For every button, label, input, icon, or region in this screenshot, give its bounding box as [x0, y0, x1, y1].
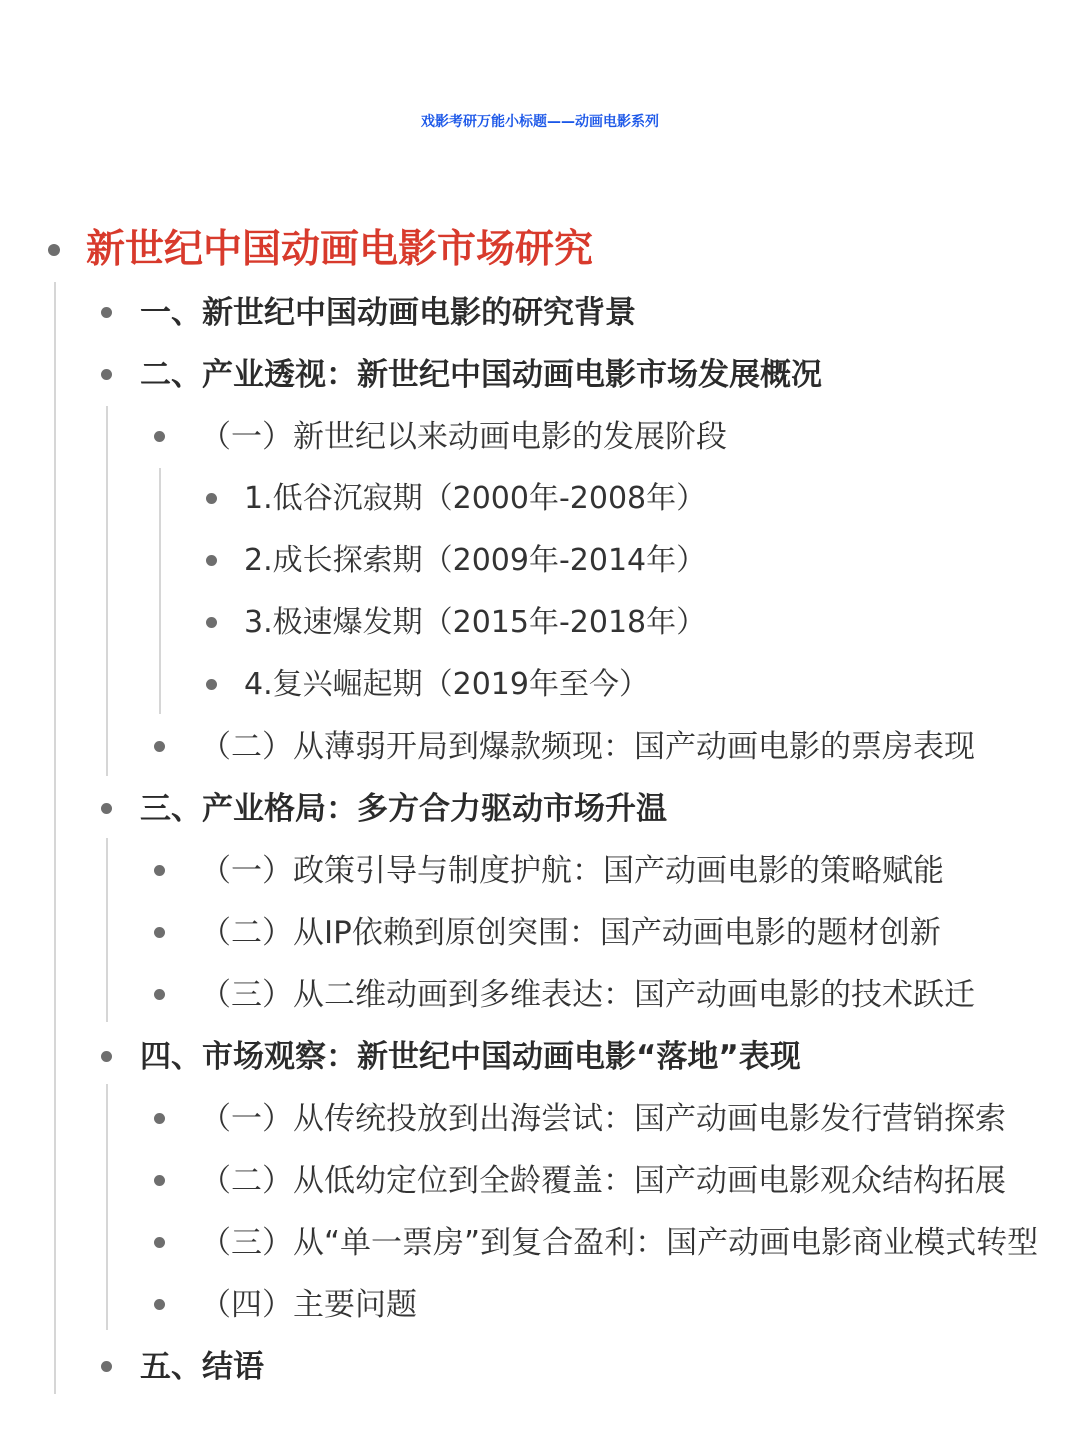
root-heading: 新世纪中国动画电影市场研究 — [86, 227, 594, 272]
bullet-dot — [101, 803, 112, 814]
bullet-dot — [154, 927, 165, 938]
subsection-heading: （二）从薄弱开局到爆款频现：国产动画电影的票房表现 — [200, 729, 975, 765]
guide-line-section-4 — [106, 1084, 108, 1330]
bullet-dot — [48, 244, 60, 256]
bullet-dot — [101, 369, 112, 380]
page-title: 戏影考研万能小标题——动画电影系列 — [421, 114, 659, 130]
guide-line-section-2 — [106, 406, 108, 776]
subsection-heading: （一）新世纪以来动画电影的发展阶段 — [200, 419, 727, 455]
bullet-dot — [101, 1051, 112, 1062]
subsection-heading: （三）从二维动画到多维表达：国产动画电影的技术跃迁 — [200, 977, 975, 1013]
guide-line-section-3 — [106, 838, 108, 1022]
bullet-dot — [154, 989, 165, 1000]
stage-item: 2.成长探索期（2009年-2014年） — [244, 543, 707, 578]
subsection-heading: （一）政策引导与制度护航：国产动画电影的策略赋能 — [200, 853, 944, 889]
section-heading: 二、产业透视：新世纪中国动画电影市场发展概况 — [140, 357, 822, 393]
bullet-dot — [206, 617, 217, 628]
bullet-dot — [154, 1299, 165, 1310]
section-heading: 四、市场观察：新世纪中国动画电影“落地”表现 — [140, 1039, 801, 1075]
bullet-dot — [206, 679, 217, 690]
guide-line-root — [54, 282, 56, 1394]
subsection-heading: （三）从“单一票房”到复合盈利：国产动画电影商业模式转型 — [200, 1225, 1039, 1261]
stage-item: 3.极速爆发期（2015年-2018年） — [244, 605, 707, 640]
section-heading: 一、新世纪中国动画电影的研究背景 — [140, 295, 636, 331]
bullet-dot — [101, 307, 112, 318]
section-heading: 五、结语 — [140, 1349, 264, 1385]
bullet-dot — [154, 1113, 165, 1124]
subsection-heading: （一）从传统投放到出海尝试：国产动画电影发行营销探索 — [200, 1101, 1006, 1137]
subsection-heading: （二）从IP依赖到原创突围：国产动画电影的题材创新 — [200, 915, 941, 951]
bullet-dot — [154, 865, 165, 876]
bullet-dot — [154, 741, 165, 752]
bullet-dot — [206, 493, 217, 504]
guide-line-subsection-2-1 — [159, 468, 161, 714]
section-heading: 三、产业格局：多方合力驱动市场升温 — [140, 791, 667, 827]
bullet-dot — [101, 1361, 112, 1372]
stage-item: 1.低谷沉寂期（2000年-2008年） — [244, 481, 707, 516]
bullet-dot — [154, 431, 165, 442]
subsection-heading: （二）从低幼定位到全龄覆盖：国产动画电影观众结构拓展 — [200, 1163, 1006, 1199]
stage-item: 4.复兴崛起期（2019年至今） — [244, 667, 649, 702]
bullet-dot — [206, 555, 217, 566]
bullet-dot — [154, 1175, 165, 1186]
bullet-dot — [154, 1237, 165, 1248]
subsection-heading: （四）主要问题 — [200, 1287, 417, 1323]
